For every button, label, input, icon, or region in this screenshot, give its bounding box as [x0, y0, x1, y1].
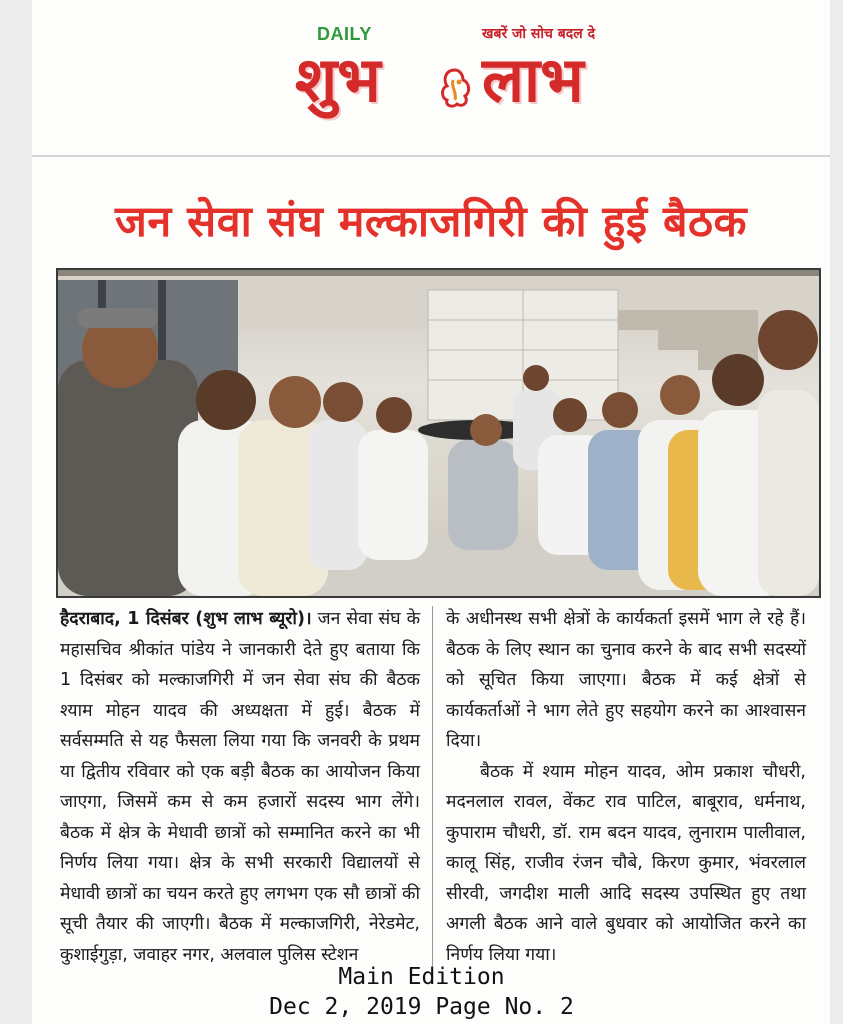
meeting-photo-illustration — [58, 270, 819, 596]
edition-name: Main Edition — [338, 964, 505, 990]
article-paragraph-1-text: जन सेवा संघ के महासचिव श्रीकांत पांडेय ने जानकारी देते हुए बताया कि 1 दिसंबर को मल्काजगिरी में जन सेवा संघ की बैठक श्याम मोहन यादव की अध्यक्षता में हुई। बैठक में सर्वसम्मति से यह फैसला लिया गया कि जनवरी के प्रथम या द्वितीय रविवार को एक बड़ी बैठक का आयोजन किया जाएगा, जिसमें कम से कम हजारों सदस्य भाग लेंगे। बैठक में क्षेत्र के मेधावी छात्रों को सम्मानित करने का भी निर्णय लिया गया। क्षेत्र के सभी सरकारी विद्यालयों से मेधावी छात्रों का चयन करते हुए लगभग एक सौ छात्रों की सूची तैयार की जाएगी। बैठक में मल्काजगिरी, नेरेडमेट, कुशाईगुड़ा, जवाहर नगर, अलवाल पुलिस स्टेशन — [60, 609, 421, 965]
article-paragraph-1-continued: के अधीनस्थ सभी क्षेत्रों के कार्यकर्ता इसमें भाग ले रहे हैं। बैठक के लिए स्थान का चुनाव करने के बाद सभी सदस्यों को सूचित किया जाएगा। बैठक में कई क्षेत्रों से कार्यकर्ताओं ने भाग लेते हुए सहयोग करने का आश्वासन दिया। — [446, 609, 807, 751]
article-dateline: हैदराबाद, 1 दिसंबर (शुभ लाभ ब्यूरो)। — [60, 609, 312, 629]
masthead-daily-label: DAILY — [317, 24, 372, 44]
edition-date-page: Dec 2, 2019 Page No. 2 — [269, 994, 574, 1020]
masthead-logo-word-left: शुभ — [295, 43, 381, 116]
masthead-logo-word-right: लाभ — [482, 43, 584, 116]
ganesh-icon — [435, 66, 475, 110]
article-column-right — [446, 604, 806, 970]
masthead-tagline: खबरें जो सोच बदल दे — [482, 26, 596, 42]
masthead — [257, 14, 637, 134]
edition-footer — [0, 962, 843, 1022]
article-headline: जन सेवा संघ मल्काजगिरी की हुई बैठक — [114, 197, 748, 247]
column-divider — [432, 606, 433, 966]
article-paragraph-1 — [60, 604, 420, 970]
meeting-photo — [56, 268, 821, 598]
article-paragraph-2: बैठक में श्याम मोहन यादव, ओम प्रकाश चौधरी, मदनलाल रावल, वेंकट राव पाटिल, बाबूराव, धर्मनाथ, कुपाराम चौधरी, डॉ. राम बदन यादव, लुनाराम पालीवाल, कालू सिंह, राजीव रंजन चौबे, किरण कुमार, भंवरलाल सीरवी, जगदीश माली आदि सदस्य उपस्थित हुए तथा अगली बैठक आने वाले बुधवार को आयोजित करने का निर्णय लिया गया। — [446, 761, 806, 965]
article-column-left — [60, 604, 420, 970]
masthead-divider — [32, 155, 830, 157]
